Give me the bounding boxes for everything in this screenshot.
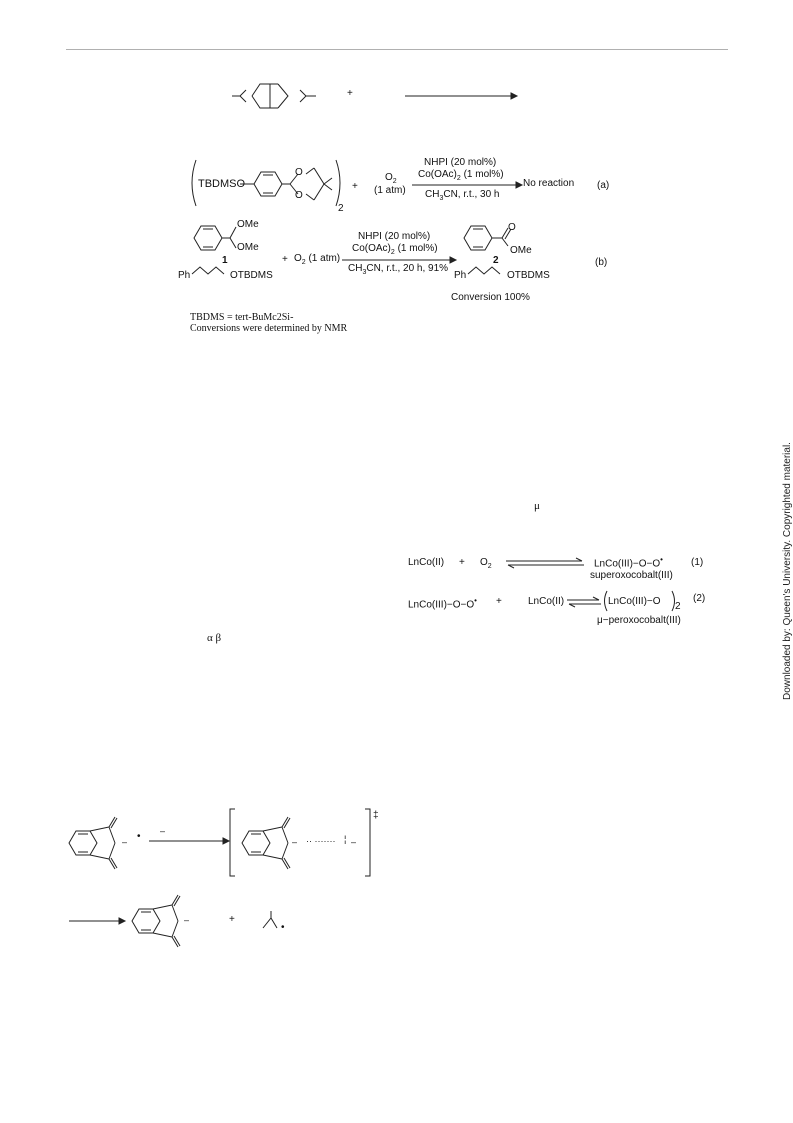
header-rule — [66, 49, 728, 50]
footnote-tbdms: TBDMS = tert-BuMc2Si- — [190, 312, 294, 323]
eq1-equilibrium-arrow — [506, 558, 584, 568]
ts-reactant-dot: • — [137, 831, 141, 842]
ts-reactant-dash: – — [122, 837, 128, 847]
scheme-b-oxygen: $O_2$ (1 atm) — [294, 253, 341, 266]
scheme-a-substituent: TBDMSO — [198, 178, 246, 190]
eq2-equilibrium-arrow — [567, 597, 601, 607]
alpha-beta-symbols: α β — [207, 632, 222, 644]
ts-radical-structure — [262, 910, 282, 932]
ts-bar: ¦ — [344, 834, 347, 844]
scheme-b-plus: + — [282, 254, 288, 265]
scheme-a-result: No reaction — [523, 178, 575, 189]
scheme-a-bracket-right — [334, 158, 344, 208]
ts-arrow-2 — [69, 917, 125, 925]
scheme-b-sm-ome1: OMe — [237, 219, 259, 230]
scheme-a-pressure: (1 atm) — [374, 185, 406, 196]
scheme-b-sm-ome2: OMe — [237, 242, 259, 253]
ts-dots: ·· ······· — [306, 836, 336, 846]
scheme-a-arrow — [412, 181, 522, 189]
scheme-b-sm-chain — [192, 264, 232, 278]
scheme-a-condition-1: NHPI (20 mol%) — [424, 157, 497, 168]
scheme-a-dioxane-o1: O — [295, 167, 303, 178]
scheme-b-pr-otbdms: OTBDMS — [507, 270, 550, 281]
scheme-b-condition-3: $CH_3CN$, r.t., 20 h, 91% — [348, 263, 449, 276]
scheme-b-pr-o: O — [508, 222, 516, 233]
scheme-b-pr-number: 2 — [493, 255, 499, 266]
scheme-b-sm-number: 1 — [222, 255, 228, 266]
top-plus: + — [347, 88, 353, 99]
ts-product-dash: – — [184, 915, 190, 925]
download-notice: Downloaded by: Queen's University. Copyrighted material. — [782, 442, 793, 700]
scheme-a-dioxane-o2: O — [295, 190, 303, 201]
eq2-plus: + — [496, 596, 502, 607]
scheme-a-bracket-left — [188, 158, 198, 208]
footnote-nmr: Conversions were determined by NMR — [190, 323, 348, 334]
ts-end: – — [351, 837, 357, 847]
eq2-sub: 2 — [675, 601, 681, 612]
scheme-b-sm-ph: Ph — [178, 270, 191, 281]
scheme-b-tag: (b) — [595, 257, 608, 268]
scheme-b-condition-1: NHPI (20 mol%) — [358, 231, 431, 242]
scheme-b-condition-2: $Co(OAc)_2$ (1 mol%) — [352, 243, 438, 256]
ts-bracket-left — [229, 808, 237, 878]
eq2-product: LnCo(III)−O — [608, 596, 661, 607]
scheme-b-conversion: Conversion 100% — [451, 292, 530, 303]
eq1-reactant1: LnCo(II) — [408, 557, 445, 568]
scheme-b-pr-chain — [468, 264, 508, 278]
eq1-plus: + — [459, 557, 465, 568]
scheme-a-oxygen: $O_2$ — [385, 172, 397, 185]
ts-arrow-label: – — [160, 826, 166, 836]
scheme-b-pr-ome: OMe — [510, 245, 532, 256]
ts-reactant-structure — [65, 815, 130, 870]
ts-plus: + — [229, 914, 235, 925]
top-reaction-arrow — [405, 91, 517, 101]
ts-bracket-right — [364, 808, 372, 878]
eq2-reactant1: LnCo(III)−O−O• — [408, 596, 477, 611]
eq1-reactant2: $O_2$ — [480, 557, 492, 570]
eq1-label: superoxocobalt(III) — [590, 570, 673, 581]
mu-symbol: μ — [534, 500, 540, 512]
scheme-a-plus: + — [352, 181, 358, 192]
scheme-b-sm-otbdms: OTBDMS — [230, 270, 273, 281]
scheme-a-tag: (a) — [597, 180, 610, 191]
scheme-a-molecule — [240, 160, 335, 210]
ts-radical-dot: • — [281, 922, 285, 933]
ts-dash: – — [292, 837, 298, 847]
scheme-a-subscript: 2 — [338, 203, 344, 214]
eq2-tag: (2) — [693, 593, 706, 604]
eq2-reactant2: LnCo(II) — [528, 596, 565, 607]
eq1-product: LnCo(III)−O−O• — [594, 555, 663, 570]
eq1-tag: (1) — [691, 557, 704, 568]
top-scheme-structure — [230, 80, 320, 110]
ts-arrow-1 — [149, 837, 229, 845]
ts-double-dagger: ‡ — [373, 810, 379, 821]
scheme-a-condition-2: $Co(OAc)_2$ (1 mol%) — [418, 169, 504, 182]
scheme-a-condition-3: $CH_3CN$, r.t., 30 h — [425, 189, 500, 202]
eq2-label: μ−peroxocobalt(III) — [597, 615, 681, 626]
scheme-b-pr-ph: Ph — [454, 270, 467, 281]
